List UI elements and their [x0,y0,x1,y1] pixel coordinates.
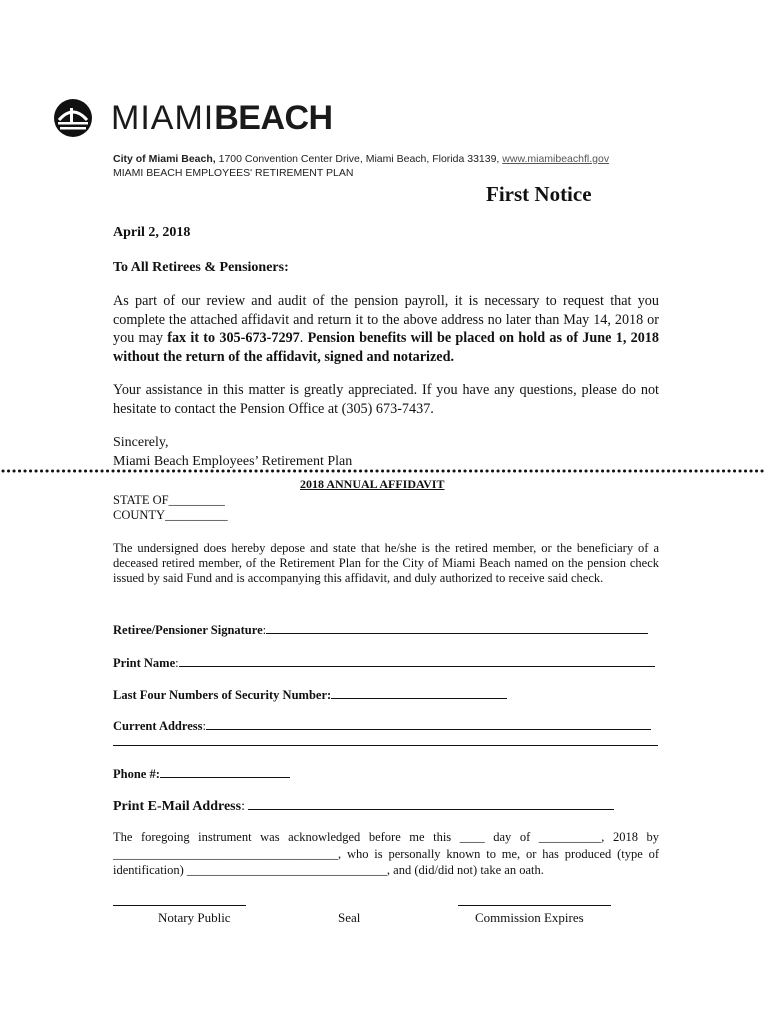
brand-logotype [111,98,333,138]
signature-field[interactable]: Retiree/Pensioner Signature: [113,621,648,638]
email-field[interactable]: Print E-Mail Address: [113,797,614,815]
ssn-field[interactable] [113,686,507,703]
commission-expires-label: Commission Expires [475,910,584,925]
phone-field[interactable] [113,765,290,782]
letterhead-address [113,153,609,165]
state-county-block [113,493,228,523]
state-field[interactable]: STATE OF_________ [113,493,225,507]
phone-line[interactable] [160,765,290,778]
affidavit-title: 2018 ANNUAL AFFIDAVIT [300,477,445,491]
p1-text: As part of our review and audit of the pension payroll, it is necessary to request that you complete the attached affidavit and return it to the above address no later than May 14, 2018 or you may [113,293,659,346]
notice-paragraph-1 [113,292,659,366]
commission-expires-line[interactable] [458,905,611,906]
brand-thin: MIAMI [111,99,215,137]
seal-label: Seal [338,910,361,925]
phone-label: Phone #: [113,767,160,781]
city-label: City of Miami Beach, [113,153,216,165]
website-link[interactable]: www.miamibeachfl.gov [502,153,610,165]
letter-greeting: To All Retirees & Pensioners: [113,260,289,275]
notice-heading: First Notice [486,182,592,206]
address-text: 1700 Convention Center Drive, Miami Beach, Florida 33139, [215,153,503,165]
miami-beach-sun-wave-icon [53,98,93,138]
p1-separator: . [299,330,308,346]
plan-name: MIAMI BEACH EMPLOYEES' RETIREMENT PLAN [113,167,354,179]
signature-label: Retiree/Pensioner Signature [113,623,263,637]
sender: Miami Beach Employees’ Retirement Plan [113,453,353,469]
print-name-line[interactable] [179,654,655,667]
brand-bold: BEACH [214,99,333,137]
cut-line-divider [0,468,770,474]
email-line[interactable] [248,797,614,810]
signature-line[interactable] [266,621,648,634]
address-line[interactable] [206,717,651,730]
closing: Sincerely, [113,435,169,450]
print-name-label: Print Name [113,656,176,670]
address-field[interactable]: Current Address: [113,717,651,734]
p1-fax: fax it to 305-673-7297 [167,330,300,346]
closing-block [113,434,352,471]
address-label: Current Address [113,719,203,733]
letter-date: April 2, 2018 [113,225,191,240]
notary-acknowledgement: The foregoing instrument was acknowledged before me this ____ day of __________, 2018 by ____________________________________, who is personally known to me, or has produced (type of identification) ________________________________, and (did/did not) take an oath. [113,830,659,877]
notary-public-label: Notary Public [158,910,231,925]
notary-signature-line[interactable] [113,905,246,906]
address-line-2[interactable] [113,745,658,746]
affidavit-body: The undersigned does hereby depose and state that he/she is the retired member, or the beneficiary of a deceased retired member, of the Retirement Plan for the City of Miami Beach named on the pension check issued by said Fund and is accompanying this affidavit, and duly authorized to receive said check. [113,541,659,586]
email-label: Print E-Mail Address [113,799,242,814]
ssn-line[interactable] [331,686,507,699]
p1-warning: Pension benefits will be placed on hold as of June 1, 2018 without the return of the affidavit, signed and notarized. [113,330,659,365]
county-field[interactable]: COUNTY__________ [113,508,228,522]
ssn-label: Last Four Numbers of Security Number: [113,688,332,702]
notice-paragraph-2: Your assistance in this matter is greatly appreciated. If you have any questions, please do not hesitate to contact the Pension Office at (305) 673-7437. [113,382,659,417]
print-name-field[interactable]: Print Name: [113,654,655,671]
